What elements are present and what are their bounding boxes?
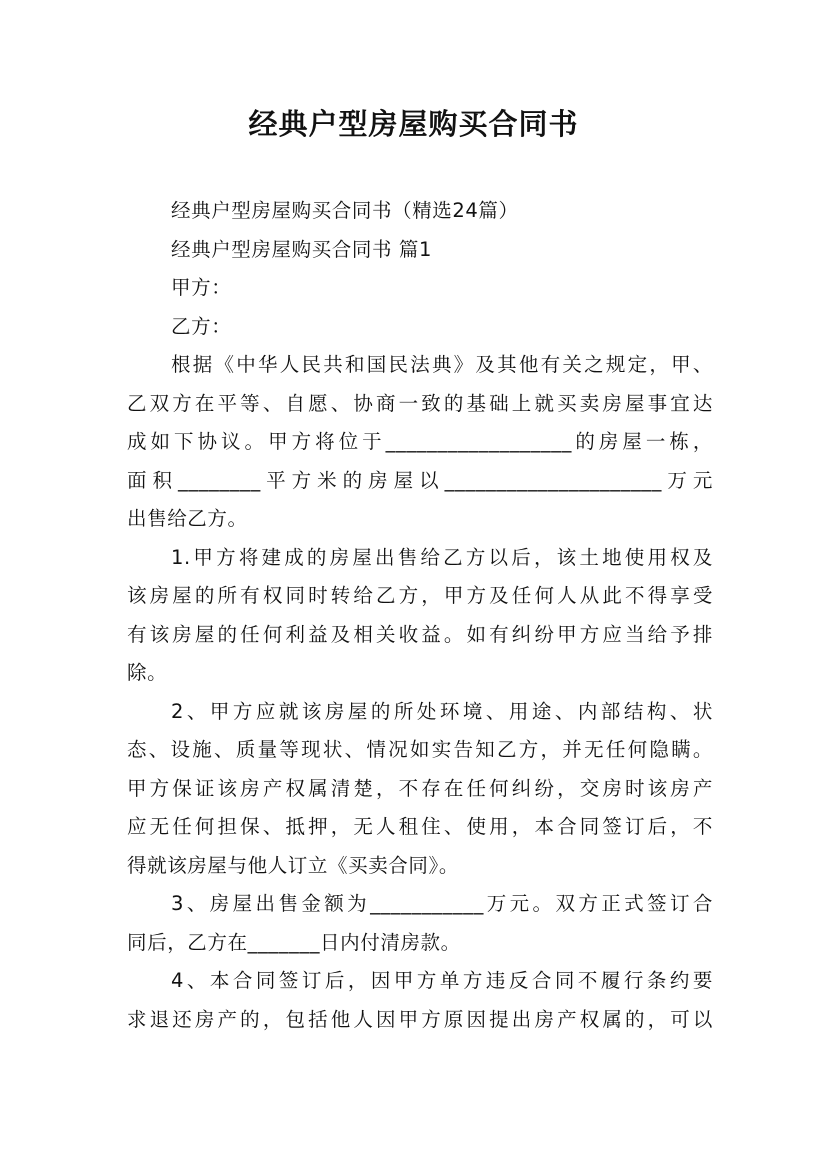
document-line: 出售给乙方。 — [127, 507, 248, 530]
document-line: 乙双方在平等、自愿、协商一致的基础上就买卖房屋事宜达 — [127, 391, 713, 415]
document-body — [127, 192, 713, 1039]
document-line: 甲方保证该房产权属清楚，不存在任何纠纷，交房时该房产 — [127, 776, 713, 800]
document-line: 经典户型房屋购买合同书 篇1 — [171, 237, 433, 261]
document-line: 面积________平方米的房屋以_____________________万元 — [127, 468, 713, 492]
document-line: 2、甲方应就该房屋的所处环境、用途、内部结构、状 — [171, 699, 713, 723]
document-line: 乙方： — [171, 314, 232, 338]
document-line: 应无任何担保、抵押，无人租住、使用，本合同签订后，不 — [127, 815, 713, 838]
document-line: 该房屋的所有权同时转给乙方，甲方及任何人从此不得享受 — [127, 584, 713, 607]
document-line: 甲方： — [171, 276, 232, 299]
document-title: 经典户型房屋购买合同书 — [248, 107, 579, 141]
document-line: 4、本合同签订后，因甲方单方违反合同不履行条约要 — [171, 969, 713, 992]
document-line: 求退还房产的，包括他人因甲方原因提出房产权属的，可以 — [127, 1007, 713, 1031]
document-line: 成如下协议。甲方将位于__________________的房屋一栋， — [127, 430, 713, 453]
document-line: 态、设施、质量等现状、情况如实告知乙方，并无任何隐瞒。 — [127, 738, 713, 761]
document-line: 有该房屋的任何利益及相关收益。如有纠纷甲方应当给予排 — [127, 622, 713, 646]
document-line: 除。 — [127, 661, 168, 684]
document-line: 经典户型房屋购买合同书（精选24篇） — [171, 199, 519, 222]
document-line: 同后，乙方在_______日内付清房款。 — [127, 930, 461, 954]
document-line: 得就该房屋与他人订立《买卖合同》。 — [127, 853, 459, 877]
document-line: 根据《中华人民共和国民法典》及其他有关之规定，甲、 — [171, 353, 713, 376]
document-line: 3、房屋出售金额为___________万元。双方正式签订合 — [171, 892, 713, 915]
document-line: 1.甲方将建成的房屋出售给乙方以后，该土地使用权及 — [171, 545, 713, 569]
